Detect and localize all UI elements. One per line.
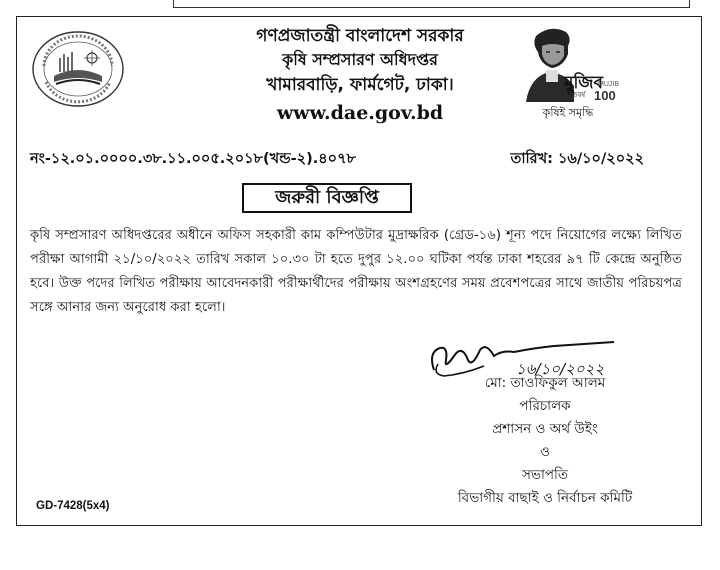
tagline: কৃষিই সমৃদ্ধি bbox=[542, 106, 594, 119]
signatory-role: সভাপতি bbox=[521, 467, 569, 483]
mujib-label: MUJIB bbox=[598, 81, 619, 88]
dae-logo-icon bbox=[30, 30, 126, 108]
gd-code: GD-7428(5x4) bbox=[36, 500, 110, 512]
notice-title: জরুরী বিজ্ঞপ্তি bbox=[242, 183, 412, 213]
government-title: গণপ্রজাতন্ত্রী বাংলাদেশ সরকার bbox=[256, 26, 464, 46]
signatory-and: ও bbox=[540, 444, 550, 460]
mujib-portrait-icon bbox=[516, 24, 619, 104]
office-address: খামারবাড়ি, ফার্মগেট, ঢাকা। bbox=[266, 75, 454, 95]
signatory-block bbox=[420, 372, 670, 510]
signatory-designation: পরিচালক bbox=[519, 398, 571, 414]
signature-date: ১৬/১০/২০২২ bbox=[516, 360, 605, 378]
memo-number: নং-১২.০১.০০০০.৩৮.১১.০০৫.২০১৮(খন্ড-২).৪০৭৮ bbox=[30, 151, 356, 167]
signatory-name: মো: তাওফিকুল আলম bbox=[484, 375, 606, 391]
signatory-committee: বিভাগীয় বাছাই ও নির্বাচন কমিটি bbox=[457, 490, 633, 506]
website-link[interactable]: www.dae.gov.bd bbox=[276, 102, 444, 124]
office-header bbox=[140, 24, 580, 124]
notice-body: কৃষি সম্প্রসারণ অধিদপ্তরের অধীনে অফিস সহকারী কাম কম্পিউটার মুদ্রাক্ষরিক (গ্রেড-১৬) শূন্য পদে নিয়োগের লক্ষ্যে লিখিত পরীক্ষা আগামী ২১/১০/২০২২ তারিখ সকাল ১০.৩০ টা হতে দুপুর ১২.০০ ঘটিকা পর্যন্ত ঢাকা শহরের ৯৭ টি কেন্দ্রে অনুষ্ঠিত হবে। উক্ত পদের লিখিত পরীক্ষায় আবেদনকারী পরীক্ষার্থীদের পরীক্ষায় অংশগ্রহণের সময় প্রবেশপত্রের সাথে জাতীয় পরিচয়পত্র সঙ্গে আনার জন্য অনুরোধ করা হলো। bbox=[30, 228, 682, 315]
previous-notice-edge bbox=[173, 0, 690, 8]
memo-date: তারিখ: ১৬/১০/২০২২ bbox=[510, 151, 644, 167]
mujib-brand-text: মুজিব bbox=[564, 73, 603, 93]
department-title: কৃষি সম্প্রসারণ অধিদপ্তর bbox=[282, 50, 438, 69]
mujib-sub-text: শতবর্ষ bbox=[568, 91, 586, 99]
hundred-number: 100 bbox=[594, 88, 616, 103]
signatory-wing: প্রশাসন ও অর্থ উইং bbox=[492, 421, 598, 437]
